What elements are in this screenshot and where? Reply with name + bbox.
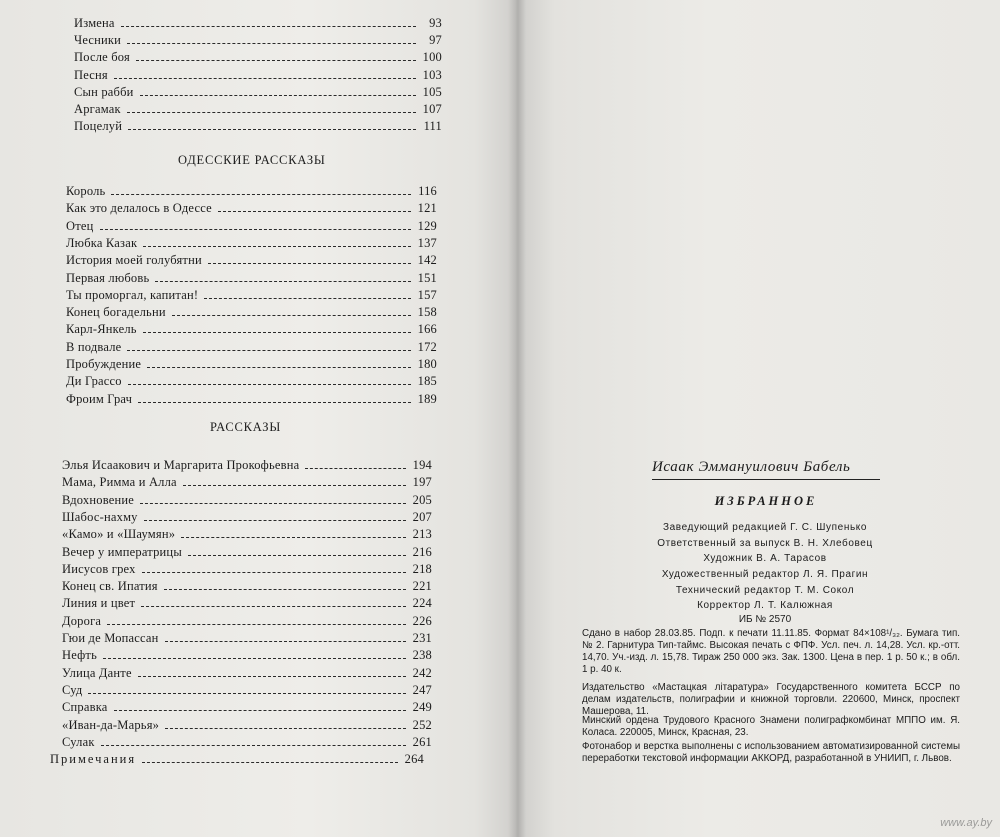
toc-entry (62, 733, 432, 750)
toc-leader-dashes (127, 112, 416, 113)
toc-leader-dashes (164, 589, 406, 590)
toc-entry-title: История моей голубятни (66, 253, 202, 268)
toc-entry-page: 194 (412, 458, 432, 472)
toc-leader-dashes (101, 745, 406, 746)
publisher-address: Издательство «Мастацкая літаратура» Государственного комитета БССР по делам издательств, полиграфии и книжной торговли. 220600, Минск, проспект Машерова, 11. (582, 682, 960, 717)
toc-entry-title: Ты проморгал, капитан! (66, 287, 199, 302)
toc-entry (62, 508, 432, 525)
toc-entry-title: Справка (62, 700, 108, 715)
toc-leader-dashes (305, 468, 406, 469)
toc-entry-title: Любка Казак (66, 235, 138, 250)
toc-leader-dashes (208, 263, 411, 264)
staff-line: Ответственный за выпуск В. Н. Хлебовец (657, 538, 873, 549)
staff-line: Заведующий редакцией Г. С. Шупенько (662, 522, 868, 533)
toc-entry (50, 750, 424, 767)
toc-entry-page: 216 (412, 544, 432, 559)
toc-leader-dashes (100, 229, 411, 230)
staff-line: Технический редактор Т. М. Сокол (675, 585, 855, 596)
toc-entry-page: 142 (417, 253, 437, 268)
toc-entry (74, 31, 442, 48)
toc-leader-dashes (143, 246, 411, 247)
toc-entry-title: Элья Исаакович и Маргарита Прокофьевна (62, 458, 300, 472)
toc-leader-dashes (88, 693, 406, 694)
toc-leader-dashes (181, 537, 406, 538)
toc-leader-dashes (142, 762, 398, 763)
toc-entry-title: Примечания (50, 752, 137, 767)
toc-entry (62, 646, 432, 663)
toc-entry-page: 197 (412, 475, 432, 490)
toc-entry-title: Песня (74, 67, 108, 82)
toc-entry-title: Король (66, 184, 106, 198)
section-heading-stories: РАССКАЗЫ (210, 420, 282, 434)
toc-entry-title: Гюи де Мопассан (62, 631, 159, 645)
toc-entry-title: В подвале (66, 339, 122, 354)
toc-entry-page: 157 (417, 287, 437, 302)
toc-leader-dashes (142, 572, 406, 573)
toc-entry (74, 100, 442, 117)
toc-leader-dashes (114, 710, 406, 711)
toc-entry (66, 269, 437, 286)
toc-entry-page: 103 (422, 67, 442, 82)
toc-leader-dashes (165, 728, 406, 729)
toc-entry (66, 338, 437, 355)
toc-entry-title: Конец св. Ипатия (62, 579, 158, 594)
site-watermark: www.ay.by (940, 817, 992, 829)
toc-entry (66, 217, 437, 234)
toc-leader-dashes (121, 26, 416, 27)
toc-entry-title: Нефть (62, 648, 97, 663)
toc-entry (62, 612, 432, 629)
toc-entry (62, 543, 432, 560)
toc-entry-page: 172 (417, 339, 437, 354)
toc-entry-page: 180 (417, 357, 437, 371)
toc-entry (66, 303, 437, 320)
author-name: Исаак Эммануилович Бабель (652, 459, 880, 480)
staff-line: Художественный редактор Л. Я. Прагин (661, 569, 869, 580)
toc-entry-page: 100 (422, 50, 442, 65)
toc-entry-title: После боя (74, 50, 130, 65)
toc-entry-page: 242 (412, 665, 432, 680)
book-title: ИЗБРАННОЕ (714, 494, 818, 508)
toc-entry-page: 218 (412, 561, 432, 576)
toc-leader-dashes (188, 555, 406, 556)
toc-leader-dashes (218, 211, 411, 212)
toc-entry (74, 14, 442, 31)
toc-entry (62, 560, 432, 577)
toc-entry-title: Сулак (62, 734, 95, 749)
toc-entry-page: 111 (423, 119, 442, 134)
toc-entry-title: Иисусов грех (62, 561, 136, 576)
toc-entry-title: Вечер у императрицы (62, 544, 182, 559)
toc-leader-dashes (140, 503, 406, 504)
toc-entry (62, 473, 432, 490)
toc-leader-dashes (136, 60, 416, 61)
toc-entry-page: 121 (417, 201, 437, 216)
toc-entry-title: Первая любовь (66, 270, 150, 285)
toc-entry (66, 234, 437, 251)
toc-entry-title: «Камо» и «Шаумян» (62, 527, 176, 542)
toc-leader-dashes (127, 43, 416, 44)
toc-entry-page: 158 (417, 305, 437, 320)
toc-entry-title: Линия и цвет (62, 596, 136, 611)
toc-entry (62, 716, 432, 733)
toc-entry-title: Дорога (62, 613, 102, 628)
section-heading-odessa-stories: ОДЕССКИЕ РАССКАЗЫ (178, 153, 326, 167)
toc-leader-dashes (138, 402, 411, 403)
toc-entry (62, 456, 432, 473)
toc-leader-dashes (111, 194, 411, 195)
toc-entry (62, 594, 432, 611)
toc-entry (62, 491, 432, 508)
staff-line: Корректор Л. Т. Калюжная (697, 600, 833, 611)
toc-leader-dashes (138, 676, 406, 677)
toc-leader-dashes (165, 641, 406, 642)
toc-entry-page: 151 (417, 270, 437, 285)
toc-leader-dashes (128, 129, 416, 130)
toc-leader-dashes (107, 624, 406, 625)
toc-leader-dashes (144, 520, 406, 521)
toc-entry-page: 264 (404, 752, 424, 767)
toc-entry-page: 231 (412, 631, 432, 645)
toc-leader-dashes (141, 606, 406, 607)
toc-entry-page: 107 (422, 102, 442, 116)
toc-entry-page: 129 (417, 218, 437, 233)
toc-entry (66, 320, 437, 337)
toc-leader-dashes (204, 298, 411, 299)
toc-entry-title: Чесники (74, 33, 122, 48)
book-spine-gutter (508, 0, 526, 837)
toc-entry (62, 681, 432, 698)
toc-leader-dashes (155, 281, 411, 282)
toc-entry-page: 226 (412, 613, 432, 628)
toc-entry-page: 238 (412, 648, 432, 663)
toc-entry-page: 221 (412, 579, 432, 594)
toc-leader-dashes (127, 350, 411, 351)
toc-entry (66, 199, 437, 216)
printing-house: Минский ордена Трудового Красного Знамени полиграфкомбинат МППО им. Я. Коласа. 220005, Минск, Красная, 23. (582, 715, 960, 738)
toc-entry (62, 525, 432, 542)
toc-leader-dashes (140, 95, 416, 96)
toc-entry-page: 97 (429, 33, 442, 48)
toc-leader-dashes (183, 485, 406, 486)
toc-entry-title: Суд (62, 682, 83, 697)
toc-leader-dashes (114, 78, 416, 79)
toc-entry-title: Шабос-нахму (62, 509, 138, 524)
toc-entry-title: Сын рабби (74, 84, 134, 99)
toc-entry (62, 577, 432, 594)
typesetting-note: Фотонабор и верстка выполнены с использованием автоматизированной системы переработки текстовой информации АККОРД, разработанной в УНИИП, г. Львов. (582, 741, 960, 764)
toc-entry-title: Карл-Янкель (66, 322, 137, 337)
toc-entry-page: 252 (412, 717, 432, 732)
toc-entry (74, 117, 442, 134)
toc-entry-title: Ди Грассо (66, 374, 122, 389)
ib-number: ИБ № 2570 (738, 614, 792, 625)
toc-entry (62, 698, 432, 715)
toc-entry (66, 286, 437, 303)
toc-entry (66, 182, 437, 199)
toc-entry (62, 664, 432, 681)
toc-entry-page: 247 (412, 682, 432, 697)
toc-leader-dashes (147, 367, 411, 368)
toc-entry-page: 166 (417, 322, 437, 337)
toc-entry-title: Аргамак (74, 102, 121, 116)
toc-entry-title: Измена (74, 16, 115, 30)
toc-entry-title: Пробуждение (66, 357, 142, 371)
toc-entry (66, 355, 437, 372)
toc-entry-page: 189 (417, 391, 437, 406)
toc-entry-page: 205 (412, 492, 432, 507)
toc-entry-page: 116 (418, 184, 437, 198)
toc-leader-dashes (103, 658, 406, 659)
toc-entry-title: Как это делалось в Одессе (66, 201, 212, 216)
toc-entry-title: Поцелуй (74, 119, 123, 134)
toc-entry (74, 48, 442, 65)
staff-line: Художник В. А. Тарасов (703, 553, 827, 564)
toc-entry-page: 213 (412, 527, 432, 542)
toc-entry (66, 251, 437, 268)
toc-entry (74, 66, 442, 83)
toc-leader-dashes (128, 384, 411, 385)
toc-entry-page: 105 (422, 84, 442, 99)
toc-entry-title: Мама, Римма и Алла (62, 475, 177, 490)
toc-entry-page: 224 (412, 596, 432, 611)
toc-entry (62, 629, 432, 646)
toc-entry-title: Вдохновение (62, 492, 135, 507)
toc-entry-page: 207 (412, 509, 432, 524)
toc-entry-title: «Иван-да-Марья» (62, 717, 160, 732)
toc-entry-page: 185 (417, 374, 437, 389)
toc-entry-page: 261 (412, 734, 432, 749)
toc-entry (74, 83, 442, 100)
toc-leader-dashes (143, 332, 411, 333)
toc-entry-page: 93 (429, 16, 442, 30)
toc-entry-title: Улица Данте (62, 665, 132, 680)
toc-entry (66, 390, 437, 407)
toc-entry-title: Фроим Грач (66, 391, 133, 406)
toc-entry-page: 137 (417, 235, 437, 250)
toc-entry-page: 249 (412, 700, 432, 715)
toc-entry (66, 372, 437, 389)
toc-leader-dashes (172, 315, 411, 316)
toc-entry-title: Отец (66, 218, 94, 233)
print-specs: Сдано в набор 28.03.85. Подп. к печати 11.11.85. Формат 84×108¹/₃₂. Бумага тип. № 2. Гарнитура Тип-таймс. Высокая печать с ФПФ. Усл. печ. л. 14,28. Усл. кр.-отт. 14,70. Уч.-изд. л. 15,78. Тираж 250 000 экз. Зак. 1300. Цена в пер. 1 р. 50 к.; в обл. 1 р. 40 к. (582, 628, 960, 675)
toc-entry-title: Конец богадельни (66, 305, 166, 320)
